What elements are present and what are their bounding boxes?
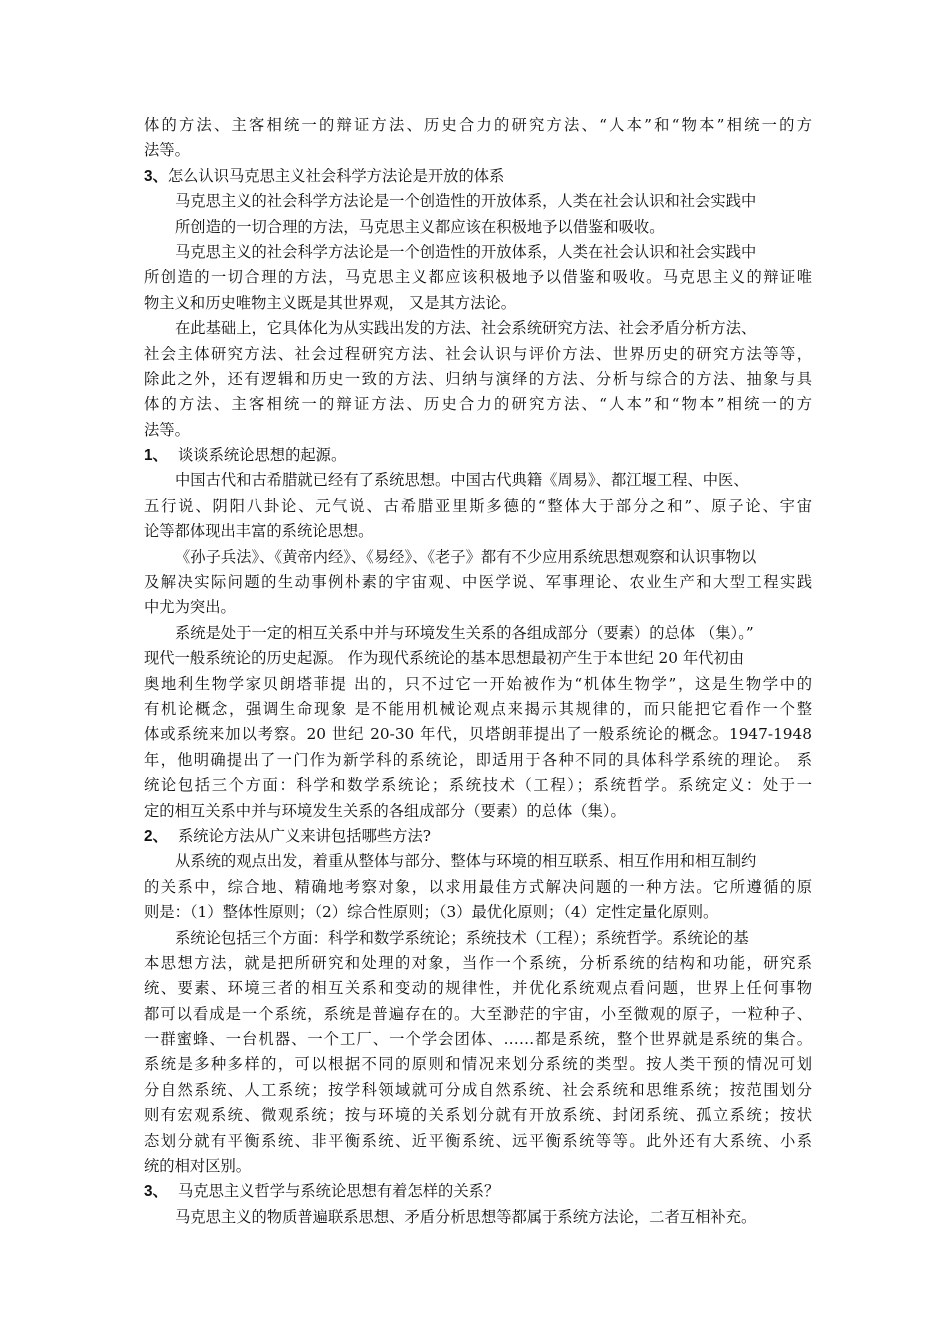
text-line: 《孙子兵法》、《黄帝内经》、《易经》、《老子》都有不少应用系统思想观察和认识事物以 <box>175 547 757 566</box>
text-line: 都可以看成是一个系统，系统是普遍存在的。大至渺茫的宇宙，小至微观的原子，一粒种子、 <box>144 1004 812 1023</box>
text-line: 五行说、阴阳八卦论、元气说、古希腊亚里斯多德的“整体大于部分之和”、原子论、宇宙 <box>144 496 812 515</box>
text-line: 有机论概念，强调生命现象 是不能用机械论观点来揭示其规律的，而只能把它看作一个整 <box>144 699 812 718</box>
section-heading <box>144 824 812 849</box>
text-line: 奥地利生物学家贝朗塔菲提 出的，只不过它一开始被作为“机体生物学”，这是生物学中的 <box>144 674 812 693</box>
section-title: 怎么认识马克思主义社会科学方法论是开放的体系 <box>167 166 505 185</box>
text-line: 物主义和历史唯物主义既是其世界观， 又是其方法论。 <box>144 293 516 312</box>
text-line: 则是：（1）整体性原则；（2）综合性原则；（3）最优化原则；（4）定性定量化原则。 <box>144 903 719 922</box>
text-line: 中国古代和古希腊就已经有了系统思想。中国古代典籍《周易》、都江堰工程、中医、 <box>175 471 749 490</box>
text-line: 法等。 <box>144 420 190 439</box>
section-number: 1、 <box>144 447 168 465</box>
text-line: 所创造的一切合理的方法，马克思主义都应该积极地予以借鉴和吸收。马克思主义的辩证唯 <box>144 268 812 287</box>
text-line: 统、要素、环境三者的相互关系和变动的规律性，并优化系统观点看问题，世界上任何事物 <box>144 979 812 998</box>
text-line: 系统是多种多样的，可以根据不同的原则和情况来划分系统的类型。按人类干预的情况可划 <box>144 1055 812 1074</box>
text-line: 马克思主义的社会科学方法论是一个创造性的开放体系，人类在社会认识和社会实践中 <box>175 192 757 211</box>
text-line: 法等。 <box>144 141 190 160</box>
section-heading <box>144 164 812 189</box>
text-line: 所创造的一切合理的方法，马克思主义都应该在积极地予以借鉴和吸收。 <box>175 217 665 236</box>
text-line: 年，他明确提出了一门作为新学科的系统论，即适用于各种不同的具体科学系统的理论。 系 <box>144 750 812 769</box>
text-line: 态划分就有平衡系统、非平衡系统、近平衡系统、远平衡系统等等。此外还有大系统、小系 <box>144 1131 812 1150</box>
section-heading <box>144 1179 812 1204</box>
section-number: 3、 <box>144 1183 168 1201</box>
text-line: 一群蜜蜂、一台机器、一个工厂、一个学会团体、……都是系统，整个世界就是系统的集合。 <box>144 1030 812 1049</box>
text-line: 现代一般系统论的历史起源。 作为现代系统论的基本思想最初产生于本世纪 20 年代初由 <box>144 649 745 668</box>
section-heading <box>144 443 812 468</box>
text-line: 在此基础上，它具体化为从实践出发的方法、社会系统研究方法、社会矛盾分析方法、 <box>175 319 757 338</box>
document-page <box>144 113 812 1230</box>
text-line: 马克思主义的社会科学方法论是一个创造性的开放体系，人类在社会认识和社会实践中 <box>175 242 757 261</box>
text-line: 的关系中，综合地、精确地考察对象，以求用最佳方式解决问题的一种方法。它所遵循的原 <box>144 877 812 896</box>
text-line: 定的相互关系中并与环境发生关系的各组成部分（要素）的总体（集）。 <box>144 801 626 820</box>
section-number: 3、 <box>144 167 168 185</box>
section-title: 马克思主义哲学与系统论思想有着怎样的关系？ <box>178 1182 500 1201</box>
text-line: 体的方法、主客相统一的辩证方法、历史合力的研究方法、“人本”和“物本”相统一的方 <box>144 116 812 134</box>
text-line: 体的方法、主客相统一的辩证方法、历史合力的研究方法、“人本”和“物本”相统一的方 <box>144 395 812 414</box>
text-line: 统的相对区别。 <box>144 1157 252 1176</box>
text-line: 系统是处于一定的相互关系中并与环境发生关系的各组成部分（要素）的总体 （集）。” <box>175 623 754 642</box>
text-line: 中尤为突出。 <box>144 598 236 617</box>
text-line: 从系统的观点出发，着重从整体与部分、整体与环境的相互联系、相互作用和相互制约 <box>175 852 757 871</box>
section-number: 2、 <box>144 827 168 845</box>
text-line: 社会主体研究方法、社会过程研究方法、社会认识与评价方法、世界历史的研究方法等等， <box>144 344 812 363</box>
section-title: 系统论方法从广义来讲包括哪些方法? <box>178 826 431 845</box>
text-line: 系统论包括三个方面：科学和数学系统论；系统技术（工程）；系统哲学。系统论的基 <box>175 928 749 947</box>
text-line: 分自然系统、人工系统；按学科领域就可分成自然系统、社会系统和思维系统；按范围划分 <box>144 1080 812 1099</box>
text-line: 则有宏观系统、微观系统；按与环境的关系划分就有开放系统、封闭系统、孤立系统；按状 <box>144 1106 812 1125</box>
section-title: 谈谈系统论思想的起源。 <box>178 446 347 465</box>
text-line: 体或系统来加以考察。20 世纪 20-30 年代，贝塔朗菲提出了一般系统论的概念。1947-1948 <box>144 725 812 744</box>
text-line: 本思想方法，就是把所研究和处理的对象，当作一个系统，分析系统的结构和功能，研究系 <box>144 953 812 972</box>
text-line: 论等都体现出丰富的系统论思想。 <box>144 522 374 541</box>
text-line: 马克思主义的物质普遍联系思想、矛盾分析思想等都属于系统方法论，二者互相补充。 <box>175 1207 757 1226</box>
text-line: 及解决实际问题的生动事例朴素的宇宙观、中医学说、军事理论、农业生产和大型工程实践 <box>144 573 812 592</box>
text-line: 统论包括三个方面：科学和数学系统论；系统技术（工程）；系统哲学。系统定义：处于一 <box>144 776 812 795</box>
text-line: 除此之外，还有逻辑和历史一致的方法、归纳与演绎的方法、分析与综合的方法、抽象与具 <box>144 369 812 388</box>
